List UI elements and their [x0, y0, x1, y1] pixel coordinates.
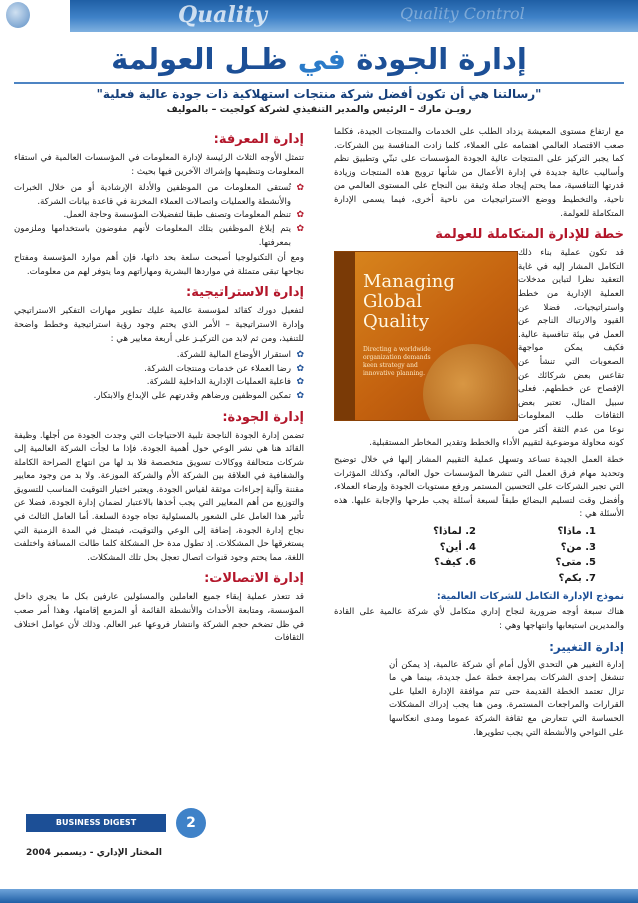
- bottom-band: [0, 889, 638, 903]
- strategy-bullets: [14, 349, 304, 403]
- question-item: 7. بكم؟: [558, 572, 596, 584]
- left-column: [14, 126, 304, 649]
- book-subtitle: Directing a worldwide organization demands keen strategy and innovative planning.: [363, 346, 431, 378]
- book-title: [363, 272, 455, 332]
- question-item: 3. من؟: [560, 541, 596, 553]
- globe-icon: [6, 2, 30, 28]
- heading-integration-model: نموذج الإدارة التكامل للشركات العالمية:: [436, 591, 624, 603]
- vision-quote: "رسالتنا هي أن تكون أفضل شركة منتجات استهلاكية ذات جودة عالية فعلية": [96, 87, 542, 101]
- book-title-line: Global: [363, 291, 422, 313]
- list-item: ✿ استقرار الأوضاع المالية للشركة.: [14, 349, 304, 363]
- strategy-paragraph: لتفعيل دورك كقائد لمؤسسة عالمية عليك تطوير مهارات التفكير الاستراتيجي وإدارة الاستراتيجية – الأمر الذي يحتم وجود رؤية استراتيجية وخطط واضحة للتنفيذ، ومن ثم لابد من التركيـز على أربعة معايير هي :: [14, 306, 304, 344]
- heading-communications-management: إدارة الاتصالات:: [204, 571, 304, 587]
- questions-grid: [376, 525, 596, 585]
- intro-paragraph: مع ارتفاع مستوى المعيشة يزداد الطلب على الخدمات والمنتجات الجيدة، فكلما صعب الاقتصاد العالمي اهتمامه على العملاء، كلما زادت المنافسة بين الشركات. كما يجبر التركيز على المنتجات عالية الجودة المؤسسات على تبنّي وتطبيق نظم وأساليب عالية جديدة في إدارة الأعمال من شأنها ترويج هذه المنتجات وزيادة قدرتها التنافسية، مما يحتم إيجاد صلة وثيقة بين النجاح على المستوى العالمي من ناحية، والتخطيط ووضع الاستراتيجيات من ناحية أخرى، فيما يسمى الإدارة المتكاملة للعولمة.: [334, 127, 624, 219]
- list-item: ✿ فاعلية العمليات الإدارية الداخلية للشركة.: [14, 376, 304, 390]
- globe-graphic-icon: [423, 344, 518, 421]
- question-item: 4. أين؟: [439, 541, 476, 553]
- title-part-2: في: [297, 42, 347, 76]
- page-number: 2: [186, 815, 196, 831]
- plan-paragraph: قد تكون عملية بناء ذلك التكامل المشار إليه في غاية التعقيد نظرا لتباين مدخلات العملية الإدارية من خطط واستراتيجيات، فضلا عن القيود والارتباك الناجم عن العمل في بيئة تنافسية عالية. فكيف يمكن مواجهة الصعوبات التي تنشأ عن تقاعس بعض شركائك عن الإفصاح عن خططهم. فعلى سبيل المثال، تعتبر بعض الثقافات طلب المعلومات نوعا من عدم الثقة أكثر من كونه محاولة موضوعية لتقييم الأداء والخطط وتقدير المخاطر المستقبلية.: [369, 248, 624, 449]
- quote-author: رويـن مارك – الرئيس والمدير التنفيذي لشركة كولجيت – بالموليف: [166, 104, 472, 115]
- footer-issue-badge: [26, 808, 206, 872]
- banner-word: Quality: [178, 2, 268, 28]
- model-paragraph: هناك سبعة أوجه ضرورية لنجاح إداري متكامل لأي شركة عالمية على القادة والمديرين استيعابها وانتهاجها وهي :: [334, 607, 624, 631]
- title-part-1: إدارة الجودة: [356, 42, 527, 76]
- page-title: [0, 42, 638, 76]
- heading-integrated-plan: خطة للإدارة المتكاملة للعولمة: [435, 227, 624, 243]
- book-cover-image: [334, 251, 518, 421]
- question-item: 2. لماذا؟: [433, 526, 476, 538]
- heading-quality-management: إدارة الجودة:: [222, 409, 304, 425]
- issue-date: المختار الإداري - ديسمبر 2004: [26, 848, 162, 858]
- knowledge-bullets: [14, 182, 304, 250]
- plan-paragraph-2: خطة العمل الجيدة تساعد وتسهل عملية التقييم المشار إليها في خلال توضيح وتحديد مهام فرق العمل التي تنشرها المؤسسات حول العالم، وكذلك المؤثرات التي تجبر الشركات على التحسين المستمر ورفع مستويات الجودة وإرضاء العملاء، وأفضل وقت لتسليم البضائع طبقاً لسبعة أسئلة يجب طرحها والإجابة عليها. هذه الأسئلة هي :: [334, 455, 624, 520]
- list-item: ✿ رضا العملاء عن خدمات ومنتجات الشركة.: [14, 363, 304, 377]
- question-item: 6. كيف؟: [434, 557, 476, 569]
- banner-white-corner: [0, 0, 70, 32]
- question-item: 1. ماذا؟: [557, 526, 596, 538]
- knowledge-paragraph: تتمثل الأوجه الثلاث الرئيسة لإدارة المعلومات في المؤسسات العالمية في استقاء المعلومات وتنظيمها وإشراك الآخرين فيها بحيث :: [14, 153, 304, 177]
- title-divider: [14, 82, 624, 84]
- list-item: ✿ تنظم المعلومات وتصنف طبقا لتفضيلات المؤسسة وحاجة العمل.: [14, 209, 304, 223]
- list-item: ✿ تُستقى المعلومات من الموظفين والأدلة الإرشادية أو من خلال الخبرات والأنشطة والعمليات واتصالات العملاء المخزنة في قاعدة بيانات الشركة.: [14, 182, 304, 209]
- book-title-line: Managing: [363, 271, 455, 293]
- question-item: 5. متى؟: [555, 557, 596, 569]
- book-spine: [335, 252, 355, 421]
- list-item: ✿ يتم إبلاغ الموظفين بتلك المعلومات لأنهم مفوضون باستخدامها وملزمون بمعرفتها.: [14, 223, 304, 250]
- quality-paragraph: تضمن إدارة الجودة الناجحة تلبية الاحتياجات التي وجدت الجودة من أجلها. وظيفة القائد هنا هي نشر الوعي حول أهمية الجودة. فإذا ما لجأت الشركة العالمية إلى شركات متحالفة ووكالات تسويق متخصصة فلا بد لها من انتهاج الصراحة الكاملة والشفافية في العلاقة بين الشركة الأم والشركة الموزعة. ولا بد من وجود معايير مقننة وآلية إجراءات موثقة لقياس الجودة. ويعتبر اختيار التوقيت المناسب للتسويق والتوزيع من أهم المعايير التي يجب أخذها بالاعتبار لضمان إدارة الجودة، فضلا عن تأثير هذا العامل على الشعور بالمسئولية تجاه جودة السلعة. أما العامل الثالث في نجاح إدارة الجودة، إضافة إلى الوعي والتوقيت، فيتمثل في المدة الزمنية التي يستغرقها حل المشكلات. إذ تطول مدة حل المشكلة كلما طالت المسافة واختلفت اللغة، مما يحتم وجود قنوات اتصال تعجل بحل تلك المشكلات.: [14, 430, 304, 563]
- change-paragraph: إدارة التغيير هي التحدي الأول أمام أي شركة عالمية، إذ يمكن أن تنشغل إحدى الشركات بمراجعة خطة عمل جديدة، بينما هي ما تزال تعتمد الخطة القديمة حتى تتم موافقة الإدارة العليا على القرارات والمراجعات المستمرة. ومن هنا يجب إدراك المشكلات الحساسة التي تتعارض مع ثقافة الشركة عموما ومدى انعكاسها على النواحي والأنشطة التي يجب تطويرها.: [389, 659, 624, 738]
- communications-paragraph: قد تتعذر عملية إبقاء جميع العاملين والمسئولين عارفين بكل ما يجري داخل المؤسسة، ومتابعة الأحداث والأنشطة القائمة أو المزمع إقامتها، وهذا أمر صعب في ظل تضخم حجم الشركة وانتشار فروعها عبر العالم. وذلك لأن عوامل اختلاف الثقافات: [14, 592, 304, 644]
- heading-strategy-management: إدارة الاستراتيجية:: [186, 285, 304, 301]
- top-banner: [0, 0, 638, 32]
- heading-knowledge-management: إدارة المعرفة:: [213, 132, 304, 147]
- publication-name: BUSINESS DIGEST: [26, 814, 166, 832]
- knowledge-paragraph-2: ومع أن التكنولوجيا أصبحت سلعة بحد ذاتها، فإن أهم موارد المؤسسة ومفتاح نجاحها تبقى متمثلة في مواردها البشرية ومهاراتهم وما يتوفر لهم من معلومات.: [14, 253, 304, 277]
- heading-change-management: إدارة التغيير:: [549, 639, 624, 654]
- title-part-3: ظـل العولمة: [111, 42, 288, 76]
- right-column: [334, 126, 624, 743]
- banner-word-faded: Quality Control: [400, 4, 525, 23]
- book-title-line: Quality: [363, 311, 429, 333]
- page-number-circle: [176, 808, 206, 838]
- list-item: ✿ تمكين الموظفين ورضاهم وقدرتهم على الإبداع والابتكار.: [14, 390, 304, 404]
